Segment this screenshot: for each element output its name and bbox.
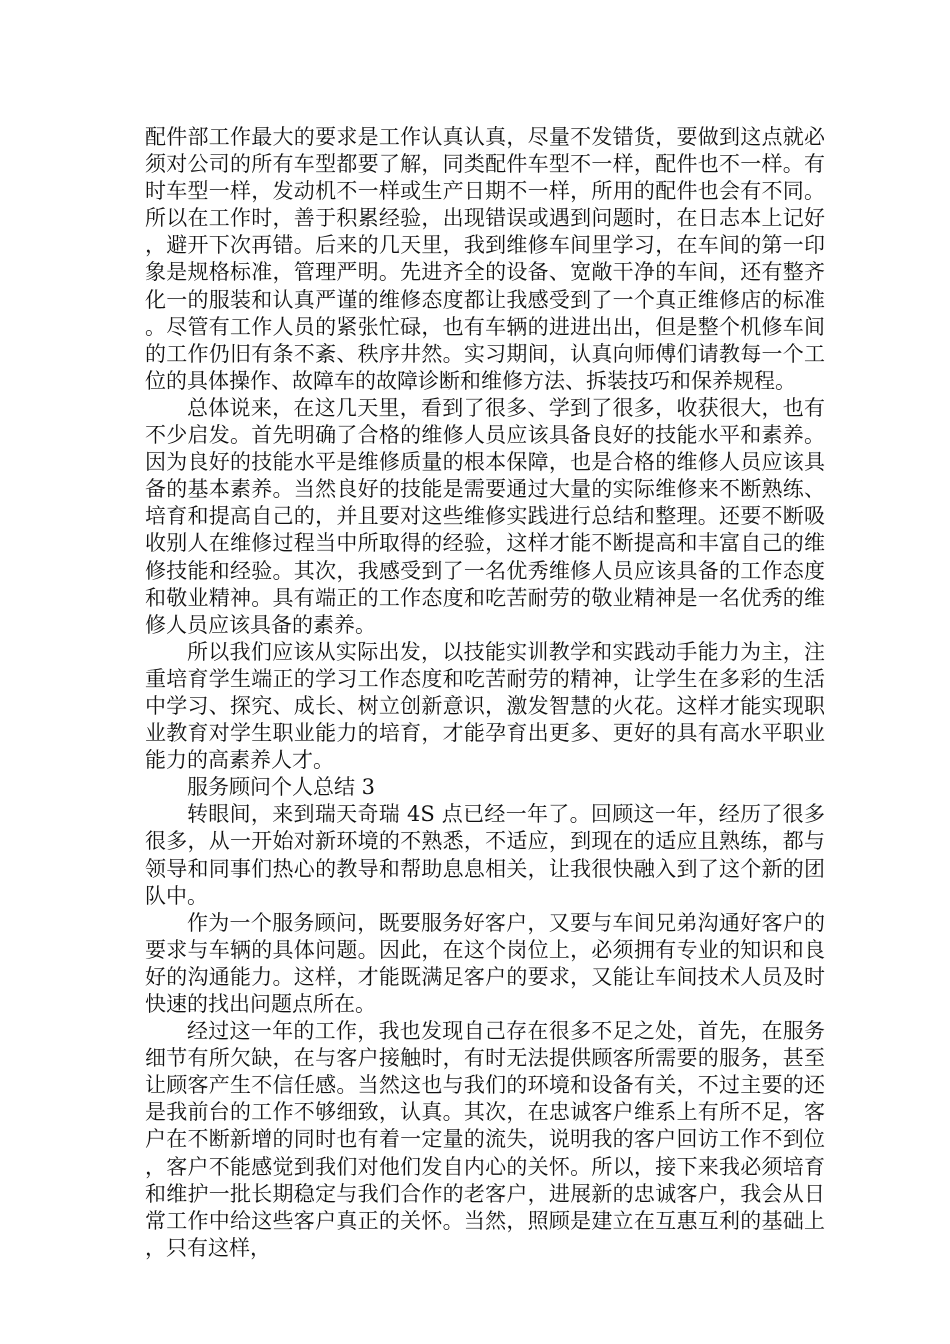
paragraph-education-conclusion: 所以我们应该从实际出发，以技能实训教学和实践动手能力为主，注重培育学生端正的学习工作态度和吃苦耐劳的精神，让学生在多彩的生活中学习、探究、成长、树立创新意识，激发智慧的火花。这样才能实现职业教育对学生职业能力的培育，才能孕育出更多、更好的具有高水平职业能力的高素养人才。 (145, 639, 825, 773)
paragraph-service-advisor-role: 作为一个服务顾问，既要服务好客户，又要与车间兄弟沟通好客户的要求与车辆的具体问题。因此，在这个岗位上，必须拥有专业的知识和良好的沟通能力。这样，才能既满足客户的要求，又能让车间技术人员及时快速的找出问题点所在。 (145, 910, 825, 1016)
paragraph-shortcomings: 经过这一年的工作，我也发现自己存在很多不足之处，首先，在服务细节有所欠缺，在与客户接触时，有时无法提供顾客所需要的服务，甚至让顾客产生不信任感。当然这也与我们的环境和设备有关，不过主要的还是我前台的工作不够细致，认真。其次，在忠诚客户维系上有所不足，客户在不断新增的同时也有着一定量的流失，说明我的客户回访工作不到位，客户不能感觉到我们对他们发自内心的关怀。所以，接下来我必须培育和维护一批长期稳定与我们合作的老客户，进展新的忠诚客户，我会从日常工作中给这些客户真正的关怀。当然，照顾是建立在互惠互利的基础上，只有这样， (145, 1019, 825, 1260)
paragraph-one-year-review: 转眼间，来到瑞天奇瑞 4S 点已经一年了。回顾这一年，经历了很多很多，从一开始对新环境的不熟悉，不适应，到现在的适应且熟练，都与领导和同事们热心的教导和帮助息息相关，让我很快融入到了这个新的团队中。 (145, 802, 825, 908)
paragraph-overall-summary: 总体说来，在这几天里，看到了很多、学到了很多，收获很大，也有不少启发。首先明确了合格的维修人员应该具备良好的技能水平和素养。因为良好的技能水平是维修质量的根本保障，也是合格的维修人员应该具备的基本素养。当然良好的技能是需要通过大量的实际维修来不断熟练、培育和提高自己的，并且要对这些维修实践进行总结和整理。还要不断吸收别人在维修过程当中所取得的经验，这样才能不断提高和丰富自己的维修技能和经验。其次，我感受到了一名优秀维修人员应该具备的工作态度和敬业精神。具有端正的工作态度和吃苦耐劳的敬业精神是一名优秀的维修人员应该具备的素养。 (145, 395, 825, 637)
paragraph-parts-department: 配件部工作最大的要求是工作认真认真，尽量不发错货，要做到这点就必须对公司的所有车型都要了解，同类配件车型不一样，配件也不一样。有时车型一样，发动机不一样或生产日期不一样，所用的配件也会有不同。所以在工作时，善于积累经验，出现错误或遇到问题时，在日志本上记好，避开下次再错。后来的几天里，我到维修车间里学习，在车间的第一印象是规格标准，管理严明。先进齐全的设备、宽敞干净的车间，还有整齐化一的服装和认真严谨的维修态度都让我感受到了一个真正维修店的标准。尽管有工作人员的紧张忙碌，也有车辆的进进出出，但是整个机修车间的工作仍旧有条不紊、秩序井然。实习期间，认真向师傅们请教每一个工位的具体操作、故障车的故障诊断和维修方法、拆装技巧和保养规程。 (145, 125, 825, 393)
document-page (145, 124, 825, 1262)
section-heading: 服务顾问个人总结 3 (187, 775, 376, 800)
